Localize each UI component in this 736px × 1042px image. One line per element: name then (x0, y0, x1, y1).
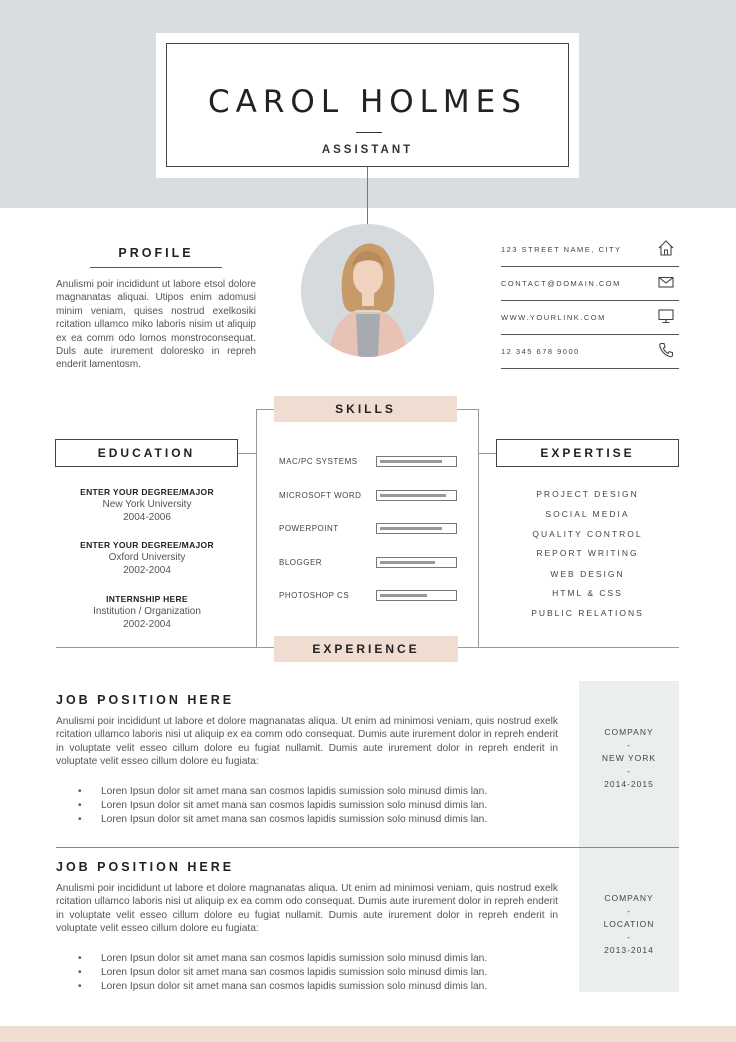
experience-title: EXPERIENCE (274, 636, 458, 662)
education-connector (238, 453, 256, 454)
contact-phone[interactable] (501, 335, 679, 369)
contact-address-text: 123 STREET NAME, CITY (501, 245, 622, 254)
skill-fill (380, 594, 427, 597)
profile-text: Anulismi poir incididunt ut labore etsol dolore magnanatas aliquai. Utipos enim adomusi minim veniam, quises nostrud exelkosiki rcitation ullamco miko laboris nisim ut aliquip ex ea comm odo lomos monstroconsequat. Duls aute irurement doloresko in repreh enderit lamentosm. (56, 279, 256, 371)
skill-fill (380, 494, 446, 497)
job-details-panel (579, 681, 679, 847)
photo-connector (367, 167, 368, 225)
skill-bar (376, 590, 457, 601)
education-degree: ENTER YOUR DEGREE/MAJOR (80, 487, 214, 497)
skill-row (279, 523, 457, 537)
candidate-role: ASSISTANT (321, 144, 414, 156)
expertise-connector (479, 453, 496, 454)
job-separator: - (627, 906, 631, 916)
education-item (56, 540, 238, 576)
skill-label: MICROSOFT WORD (279, 491, 362, 500)
expertise-item: PROJECT DESIGN (536, 489, 639, 499)
skill-row (279, 590, 457, 604)
contact-email[interactable] (501, 267, 679, 301)
skill-bar (376, 490, 457, 501)
skill-fill (380, 561, 435, 564)
education-school: New York University (102, 499, 192, 510)
skill-fill (380, 460, 442, 463)
job-company: COMPANY (604, 727, 654, 737)
phone-icon (657, 341, 675, 359)
skill-row (279, 557, 457, 571)
profile-title: PROFILE (118, 246, 194, 260)
education-school: Institution / Organization (93, 606, 201, 617)
skills-title: SKILLS (274, 396, 457, 422)
job-years: 2014-2015 (604, 779, 654, 789)
home-icon (657, 239, 675, 257)
contact-phone-text[interactable]: 12 345 678 9000 (501, 347, 580, 356)
expertise-item: HTML & CSS (552, 588, 623, 598)
skill-label: PHOTOSHOP CS (279, 591, 350, 600)
expertise-item: QUALITY CONTROL (532, 529, 643, 539)
contact-website-text[interactable]: WWW.YOURLINK.COM (501, 313, 606, 322)
education-item (56, 594, 238, 630)
job-separator: - (627, 932, 631, 942)
job-details-panel (579, 848, 679, 992)
education-title: EDUCATION (55, 439, 238, 467)
education-years: 2002-2004 (123, 565, 171, 576)
job-location: NEW YORK (601, 753, 657, 763)
name-frame (166, 43, 569, 167)
education-years: 2004-2006 (123, 512, 171, 523)
expertise-item: SOCIAL MEDIA (545, 509, 630, 519)
job-description: Anulismi poir incididunt ut labore et dolore magnanatas aliqua. Ut enim ad minimosi veniam, quis nostrud exelk rcitation ullamco laboris nisi ut aliquip ex ea comm odo consequat. Dumis aute irurement dolor in repreh enderit in voluptate velit esseo cillum dolore eu fugiat nullamit. Dumis aute irurement dolor in repreh enderit in voluptate velit esseo cillum dolore eu fugiata: (56, 716, 558, 767)
contact-website[interactable] (501, 301, 679, 335)
footer-band (0, 1026, 736, 1042)
job-title: JOB POSITION HERE (56, 860, 235, 874)
name-divider (356, 132, 382, 133)
job-description: Anulismi poir incididunt ut labore et dolore magnanatas aliqua. Ut enim ad minimosi veniam, quis nostrud exelk rcitation ullamco laboris nisi ut aliquip ex ea comm odo consequat. Dumis aute irurement dolor in repreh enderit in voluptate velit esseo cillum dolore eu fugiat nullamit. Dumis aute irurement dolor in repreh enderit in voluptate velit esseo cillum dolore eu fugiata: (56, 883, 558, 934)
education-school: Oxford University (108, 552, 186, 563)
profile-divider (90, 267, 222, 268)
contact-email-text[interactable]: CONTACT@DOMAIN.COM (501, 279, 621, 288)
profile-photo (301, 224, 434, 357)
expertise-item: REPORT WRITING (536, 548, 639, 558)
job-location: LOCATION (603, 919, 655, 929)
skill-bar (376, 523, 457, 534)
person-portrait-icon (301, 224, 434, 357)
candidate-name: CAROL HOLMES (208, 84, 527, 120)
job-separator: - (627, 766, 631, 776)
skill-bar (376, 456, 457, 467)
education-years: 2002-2004 (123, 619, 171, 630)
skill-row (279, 456, 457, 470)
contact-address (501, 233, 679, 267)
mail-icon (657, 273, 675, 291)
education-item (56, 487, 238, 523)
name-card (156, 33, 579, 178)
skill-fill (380, 527, 442, 530)
skill-label: MAC/PC SYSTEMS (279, 457, 358, 466)
skill-bar (376, 557, 457, 568)
skill-label: POWERPOINT (279, 524, 339, 533)
monitor-icon (657, 307, 675, 325)
job-company: COMPANY (604, 893, 654, 903)
expertise-item: WEB DESIGN (550, 569, 625, 579)
education-degree: INTERNSHIP HERE (106, 594, 188, 604)
skill-label: BLOGGER (279, 558, 323, 567)
skill-row (279, 490, 457, 504)
education-degree: ENTER YOUR DEGREE/MAJOR (80, 540, 214, 550)
expertise-title: EXPERTISE (496, 439, 679, 467)
expertise-item: PUBLIC RELATIONS (531, 608, 644, 618)
job-separator: - (627, 740, 631, 750)
job-years: 2013-2014 (604, 945, 654, 955)
job-title: JOB POSITION HERE (56, 693, 235, 707)
